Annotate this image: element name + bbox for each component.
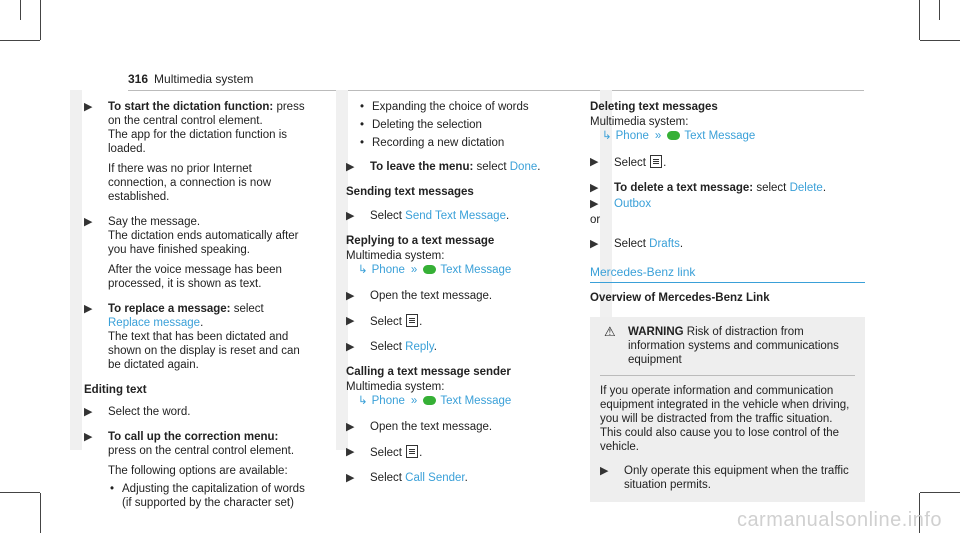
system-label: Multimedia system: (590, 116, 689, 128)
step-arrow-icon: ▶ (346, 315, 355, 327)
step-text: select (753, 182, 790, 194)
bullet-icon: • (360, 119, 365, 131)
overview-heading: Overview of Mercedes-Benz Link (590, 292, 770, 304)
step-arrow-icon: ▶ (84, 406, 93, 418)
step-select-drafts: ▶ Select Drafts. (590, 238, 684, 250)
step-lead: To call up the correction menu: (108, 431, 279, 443)
path-separator-icon: » (410, 395, 418, 407)
crop-mark (20, 0, 21, 20)
step-text: Select the word. (108, 406, 191, 418)
step-select-menu: ▶ Select . (590, 156, 667, 169)
step-replace-message: ▶ To replace a message: select Replace message. The text that has been dictated and shown on the display is reset and can be dictated again. (84, 302, 306, 372)
system-label: Multimedia system: (346, 381, 445, 393)
list-item (108, 482, 306, 510)
crop-mark (920, 40, 960, 41)
path-text-message[interactable]: Text Message (440, 395, 512, 407)
step-arrow-icon: ▶ (590, 182, 599, 194)
step-text: select (473, 161, 510, 173)
step-arrow-icon: ▶ (84, 431, 93, 443)
bullet-icon: • (360, 101, 365, 113)
crop-mark (939, 0, 940, 20)
step-arrow-icon: ▶ (600, 465, 609, 477)
system-label: Multimedia system: (346, 250, 445, 262)
step-select-reply: ▶ Select Reply. (346, 341, 437, 353)
delete-link[interactable]: Delete (789, 182, 823, 194)
message-icon (667, 131, 680, 140)
step-say-message (84, 215, 306, 291)
step-arrow-icon: ▶ (84, 303, 93, 315)
warning-head-text: Risk of distraction from information systems and communications equipment (628, 326, 839, 366)
path-separator-icon: » (410, 264, 418, 276)
step-text: The following options are available: (108, 465, 288, 477)
replying-heading: Replying to a text message (346, 235, 495, 247)
path-phone[interactable]: Phone (615, 130, 649, 142)
column-left (84, 100, 306, 521)
crop-mark (0, 40, 40, 41)
step-arrow-icon: ▶ (346, 472, 355, 484)
crop-mark (0, 492, 40, 493)
page-header (128, 72, 253, 86)
step-text: Select (370, 447, 402, 459)
step-arrow-icon: ▶ (346, 290, 355, 302)
bullet-text: Adjusting the capitalization of words (if supported by the character set) (122, 483, 305, 509)
send-text-message-link[interactable]: Send Text Message (405, 210, 506, 222)
menu-icon (406, 314, 418, 327)
path-text-message[interactable]: Text Message (440, 264, 512, 276)
path-arrow-icon: ↳ (358, 395, 368, 407)
list-item (358, 100, 568, 114)
step-text: Only operate this equipment when the traffic situation permits. (624, 465, 849, 491)
step-arrow-icon: ▶ (346, 210, 355, 222)
step-text: The text that has been dictated and shown on the display is reset and can be dictated again. (108, 331, 300, 371)
done-link[interactable]: Done (509, 161, 538, 173)
path-phone[interactable]: Phone (371, 395, 405, 407)
list-item (358, 136, 568, 150)
column-band (70, 90, 82, 450)
warning-label: WARNING (628, 326, 684, 338)
drafts-link[interactable]: Drafts (649, 238, 680, 250)
step-text: After the voice message has been processed, it is shown as text. (108, 264, 282, 290)
path-phone[interactable]: Phone (371, 264, 405, 276)
step-text: Select (370, 472, 406, 484)
bullet-text: Expanding the choice of words (372, 101, 529, 113)
step-select-menu: ▶ Select . (346, 446, 423, 459)
step-text: The dictation ends automatically after you have finished speaking. (108, 230, 299, 256)
or-text: or (590, 214, 601, 226)
calling-heading: Calling a text message sender (346, 366, 511, 378)
step-text: Select (370, 316, 402, 328)
menu-path (358, 263, 568, 277)
path-arrow-icon: ↳ (358, 264, 368, 276)
step-arrow-icon: ▶ (84, 101, 93, 113)
section-title: Mercedes-Benz link (590, 265, 865, 283)
step-text: Select (614, 157, 646, 169)
step-start-dictation (84, 100, 306, 204)
warning-header (600, 325, 855, 367)
bullet-icon: • (110, 483, 115, 495)
column-right (590, 100, 865, 502)
list-item (358, 118, 568, 132)
deleting-heading: Deleting text messages (590, 101, 718, 113)
page-number: 316 (128, 72, 149, 86)
step-arrow-icon: ▶ (346, 161, 355, 173)
step-arrow-icon: ▶ (590, 156, 599, 168)
bullet-icon: • (360, 137, 365, 149)
message-icon (423, 265, 436, 274)
step-arrow-icon: ▶ (346, 421, 355, 433)
crop-mark (40, 0, 41, 40)
crop-mark (40, 493, 41, 533)
step-text: Say the message. (108, 216, 201, 228)
step-lead: To start the dictation function: (108, 101, 274, 113)
step-lead: To delete a text message: (614, 182, 754, 194)
warning-divider (600, 375, 855, 376)
step-open-message (346, 289, 568, 303)
step-lead: To leave the menu: (370, 161, 474, 173)
column-middle (346, 100, 568, 496)
step-outbox (590, 197, 865, 211)
step-arrow-icon: ▶ (346, 446, 355, 458)
warning-triangle-icon: ⚠ (604, 324, 616, 339)
replace-message-link[interactable]: Replace message (108, 317, 201, 329)
header-rule (128, 90, 864, 91)
crop-mark (919, 0, 920, 40)
step-arrow-icon: ▶ (590, 238, 599, 250)
step-leave-menu: ▶ To leave the menu: select Done. (346, 161, 541, 173)
path-separator-icon: » (654, 130, 662, 142)
menu-path (602, 129, 865, 143)
step-text: Open the text message. (370, 421, 493, 433)
step-arrow-icon: ▶ (590, 198, 599, 210)
bullet-text: Recording a new dictation (372, 137, 505, 149)
menu-icon (406, 445, 418, 458)
bullet-text: Deleting the selection (372, 119, 482, 131)
step-text: Select (370, 341, 406, 353)
message-icon (423, 396, 436, 405)
step-select-call: ▶ Select Call Sender. (346, 472, 468, 484)
step-text: If there was no prior Internet connection, a connection is now established. (108, 163, 272, 203)
crop-mark (920, 492, 960, 493)
section-name: Multimedia system (154, 72, 254, 86)
step-arrow-icon: ▶ (84, 216, 93, 228)
outbox-link[interactable]: Outbox (614, 198, 652, 210)
step-open-message (346, 420, 568, 434)
step-correction-menu (84, 430, 306, 510)
step-select-menu: ▶ Select . (346, 315, 423, 328)
step-text: press on the central control element. (108, 101, 305, 127)
step-text: The app for the dictation function is loaded. (108, 129, 287, 155)
step-text: Select (614, 238, 650, 250)
warning-box (590, 317, 865, 502)
warning-body: If you operate information and communication equipment integrated in the vehicle when driving, you will be distracted from the traffic situation. This could also cause you to lose control of the vehicle. (600, 385, 850, 453)
warning-step (600, 464, 855, 492)
step-send: ▶ Select Send Text Message. (346, 210, 510, 222)
step-select-word (84, 405, 306, 419)
step-text: Select (370, 210, 406, 222)
menu-path (358, 394, 568, 408)
watermark: carmanualsonline.info (736, 509, 942, 531)
path-text-message[interactable]: Text Message (684, 130, 756, 142)
step-text: press on the central control element. (108, 445, 295, 457)
step-delete-message: ▶ To delete a text message: select Delete. (590, 182, 827, 194)
step-arrow-icon: ▶ (346, 341, 355, 353)
path-arrow-icon: ↳ (602, 130, 612, 142)
call-sender-link[interactable]: Call Sender (405, 472, 465, 484)
step-text: select (230, 303, 264, 315)
reply-link[interactable]: Reply (405, 341, 434, 353)
menu-icon (650, 155, 662, 168)
step-lead: To replace a message: (108, 303, 231, 315)
sending-heading: Sending text messages (346, 186, 474, 198)
editing-text-heading: Editing text (84, 384, 147, 396)
step-text: Open the text message. (370, 290, 493, 302)
